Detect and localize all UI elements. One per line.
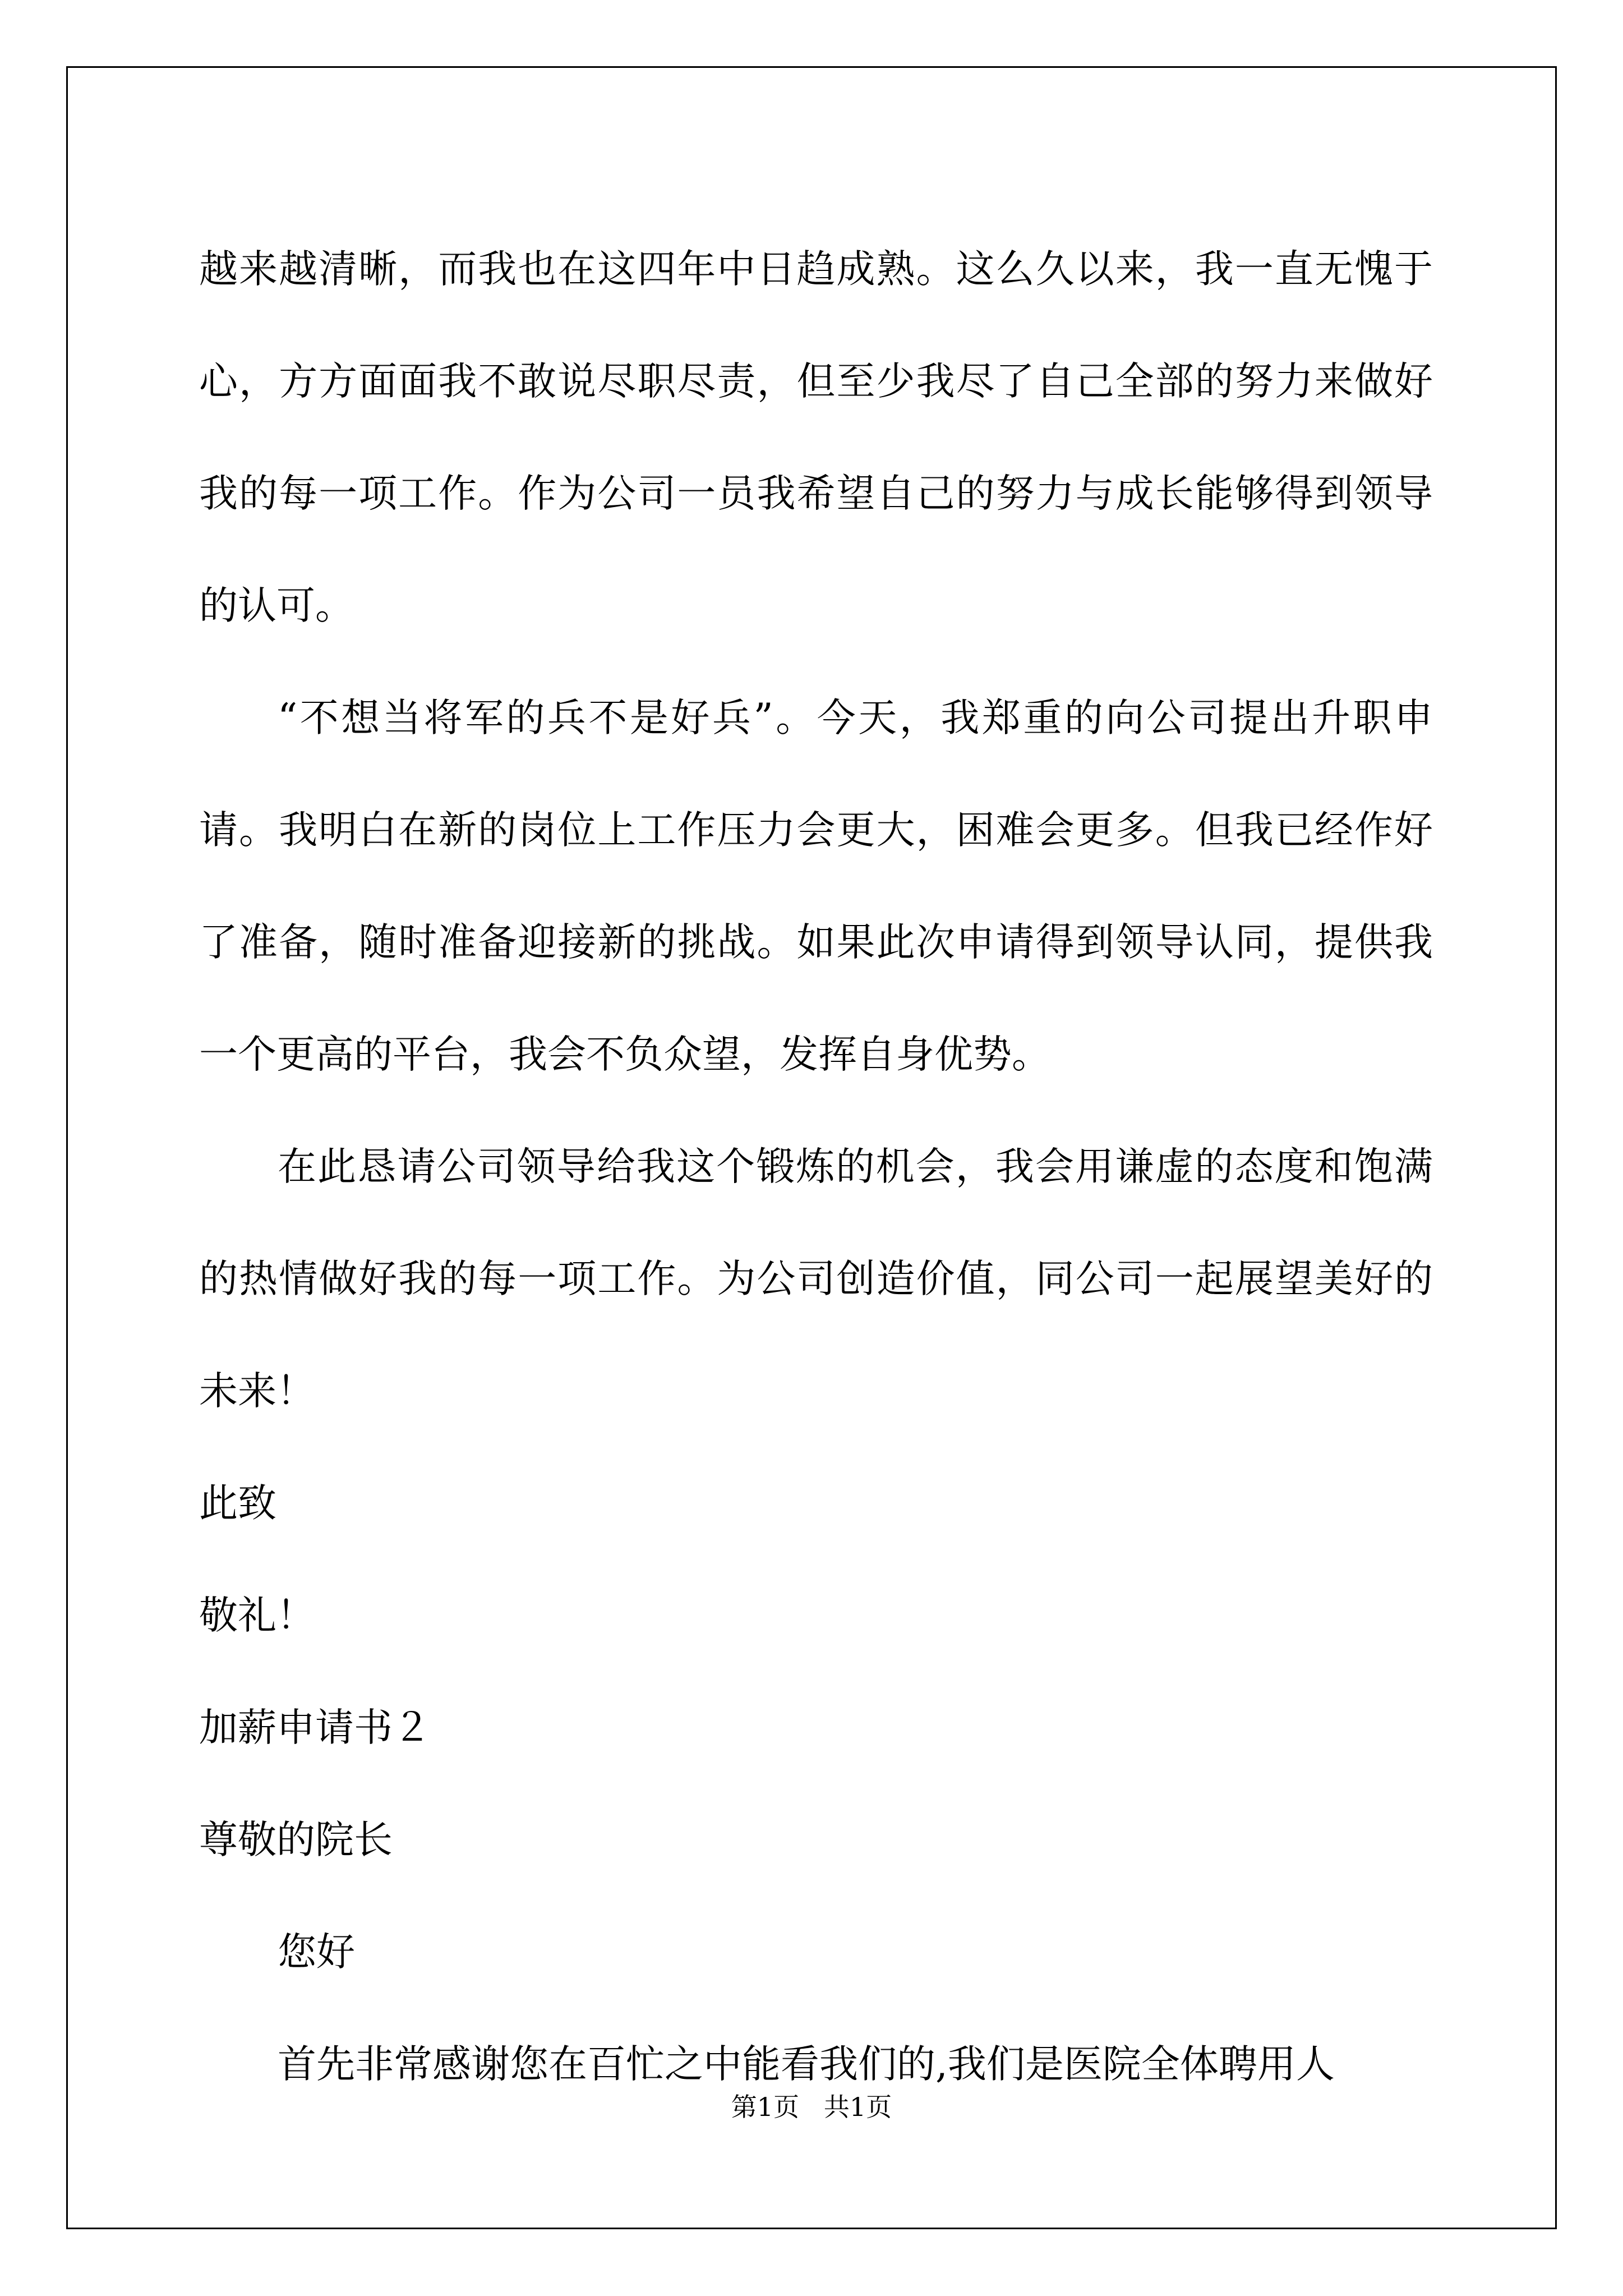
salutation-jingli: 敬礼！	[199, 1593, 315, 1638]
paragraph-closing-plea: 在此恳请公司领导给我这个锻炼的机会，我会用谦虚的态度和饱满的热情做好我的每一项工作。为公司创造价值，同公司一起展望美好的未来！	[199, 1144, 1433, 1414]
document-body	[199, 213, 1433, 2120]
section-title: 加薪申请书２	[199, 1705, 431, 1750]
greeting: 您好	[278, 1930, 355, 1975]
paragraph-continuation: 越来越清晰，而我也在这四年中日趋成熟。这么久以来，我一直无愧于心，方方面面我不敢说尽职尽责，但至少我尽了自己全部的努力来做好我的每一项工作。作为公司一员我希望自己的努力与成长能够得到领导的认可。	[199, 247, 1433, 628]
addressee: 尊敬的院长	[199, 1818, 393, 1862]
paragraph-opening: 首先非常感谢您在百忙之中能看我们的,我们是医院全体聘用人	[278, 2042, 1335, 2087]
page-footer: 第1页 共1页	[731, 2092, 892, 2122]
salutation-cizhi: 此致	[199, 1481, 276, 1526]
paragraph-promotion-request: “不想当将军的兵不是好兵”。今天，我郑重的向公司提出升职申请。我明白在新的岗位上工作压力会更大，困难会更多。但我已经作好了准备，随时准备迎接新的挑战。如果此次申请得到领导认同，提供我一个更高的平台，我会不负众望，发挥自身优势。	[199, 696, 1433, 1077]
